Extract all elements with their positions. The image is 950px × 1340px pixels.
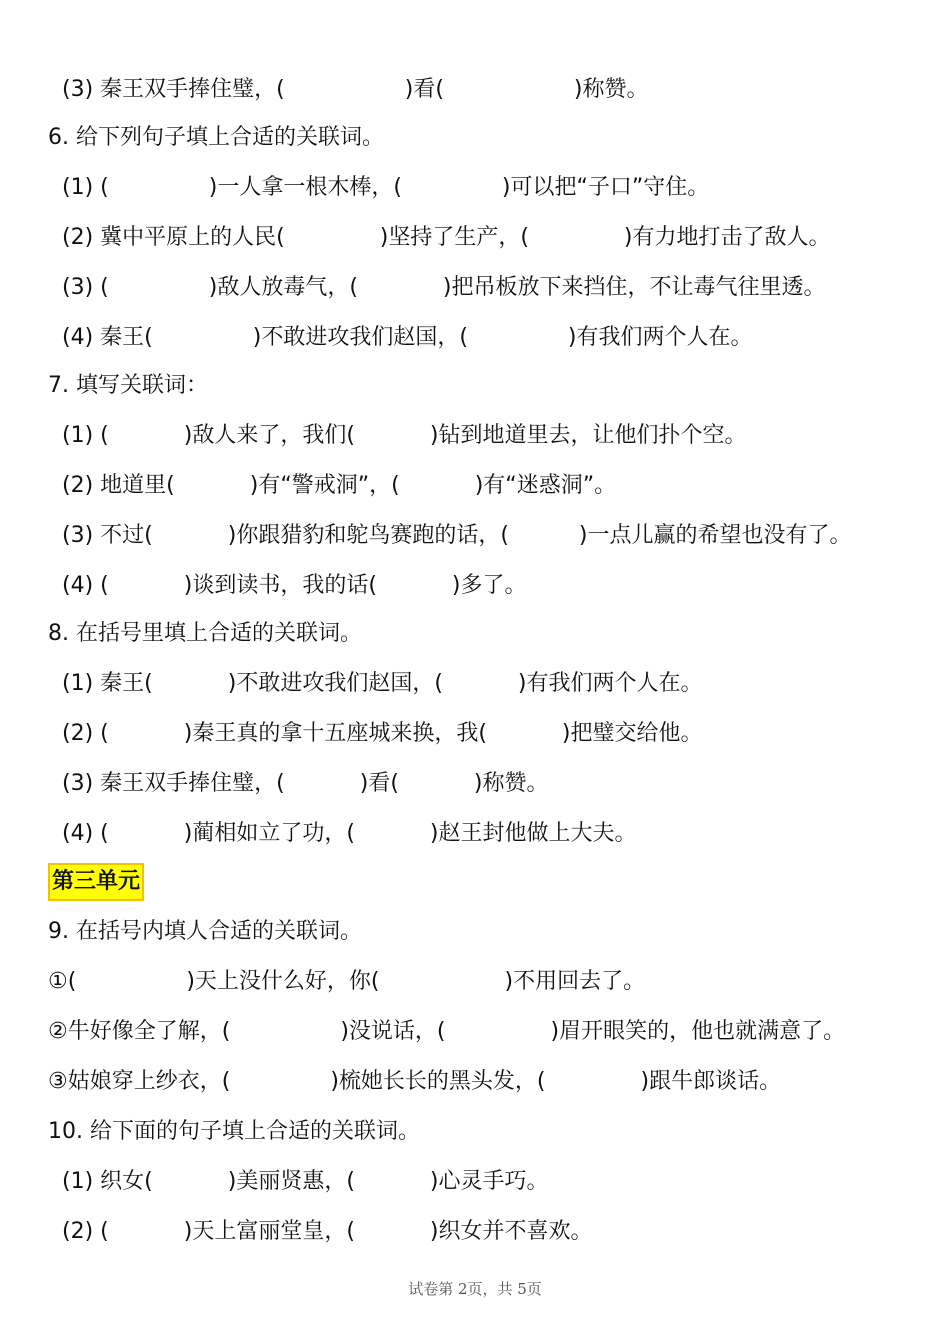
question-line [0,1112,950,1152]
question-line [0,664,950,704]
line-text: (2) 地道里( [62,473,175,498]
line-text: )蔺相如立了功，( [183,821,355,846]
line-text: (4) ( [62,821,109,846]
line-text: )有“警戒洞”，( [249,473,400,498]
line-text: )可以把“子口”守住。 [501,175,710,200]
line-text: )眉开眼笑的，他也就满意了。 [550,1019,846,1044]
line-text: )天上富丽堂皇，( [183,1219,355,1244]
line-text: (3) 秦王双手捧住璧，( [62,77,285,102]
question-line [0,614,950,654]
section-heading: 第三单元 [48,863,144,901]
line-text: )有“迷惑洞”。 [474,473,617,498]
line-text: )赵王封他做上大夫。 [429,821,637,846]
line-text: )天上没什么好，你( [186,969,380,994]
line-text: )看( [359,771,399,796]
section-heading-row [0,862,950,902]
line-text: )坚持了生产，( [379,225,529,250]
line-text: )有我们两个人在。 [567,325,753,350]
line-text: )不敢进攻我们赵国，( [252,325,468,350]
question-line [0,218,950,258]
line-text: )一点儿赢的希望也没有了。 [578,523,852,548]
question-line [0,416,950,456]
line-text: )敌人来了，我们( [183,423,355,448]
question-line [0,1062,950,1102]
line-text: )把璧交给他。 [561,721,703,746]
line-text: )心灵手巧。 [429,1169,549,1194]
line-text: (1) 秦王( [62,671,153,696]
question-line [0,566,950,606]
question-line [0,318,950,358]
line-text: )把吊板放下来挡住，不让毒气往里透。 [442,275,826,300]
line-text: 8. 在括号里填上合适的关联词。 [48,621,362,646]
line-text: (3) 不过( [62,523,153,548]
question-line [0,516,950,556]
question-line [0,1012,950,1052]
question-line [0,962,950,1002]
line-text: )敌人放毒气，( [208,275,358,300]
question-line [0,764,950,804]
question-line [0,1212,950,1252]
question-line [0,268,950,308]
line-text: )谈到读书，我的话( [183,573,377,598]
line-text: )看( [404,77,444,102]
line-text: )没说话，( [340,1019,446,1044]
question-line [0,118,950,158]
line-text: 7. 填写关联词： [48,373,208,398]
line-text: (4) ( [62,573,109,598]
line-text: (4) 秦王( [62,325,153,350]
question-line [0,466,950,506]
line-text: ③姑娘穿上纱衣，( [48,1069,231,1094]
line-text: )钻到地道里去，让他们扑个空。 [429,423,747,448]
line-text: (3) ( [62,275,109,300]
line-text: )你跟猎豹和鸵鸟赛跑的话，( [227,523,509,548]
line-text: (3) 秦王双手捧住璧，( [62,771,285,796]
line-text: )多了。 [451,573,527,598]
line-text: (2) ( [62,1219,109,1244]
line-text: )有力地打击了敌人。 [623,225,831,250]
line-text: )一人拿一根木棒，( [208,175,402,200]
page-footer: 试卷第 2页，共 5页 [408,1280,542,1298]
line-text: (1) ( [62,423,109,448]
line-text: )织女并不喜欢。 [429,1219,593,1244]
line-text: (2) 冀中平原上的人民( [62,225,285,250]
line-text: 10. 给下面的句子填上合适的关联词。 [48,1119,420,1144]
question-line [0,70,950,110]
line-text: )梳她长长的黑头发，( [330,1069,546,1094]
line-text: )美丽贤惠，( [227,1169,355,1194]
line-text: )不敢进攻我们赵国，( [227,671,443,696]
question-line [0,814,950,854]
question-line [0,1162,950,1202]
question-line [0,912,950,952]
line-text: )跟牛郎谈话。 [640,1069,782,1094]
line-text: (2) ( [62,721,109,746]
line-text: (1) ( [62,175,109,200]
question-line [0,714,950,754]
line-text: (1) 织女( [62,1169,153,1194]
line-text: )秦王真的拿十五座城来换，我( [183,721,487,746]
line-text: )不用回去了。 [504,969,646,994]
line-text: ②牛好像全了解，( [48,1019,231,1044]
line-text: )称赞。 [573,77,649,102]
question-line [0,168,950,208]
question-line [0,366,950,406]
line-text: 9. 在括号内填人合适的关联词。 [48,919,362,944]
line-text: )称赞。 [473,771,549,796]
line-text: 6. 给下列句子填上合适的关联词。 [48,125,384,150]
line-text: )有我们两个人在。 [517,671,703,696]
line-text: ①( [48,969,77,994]
